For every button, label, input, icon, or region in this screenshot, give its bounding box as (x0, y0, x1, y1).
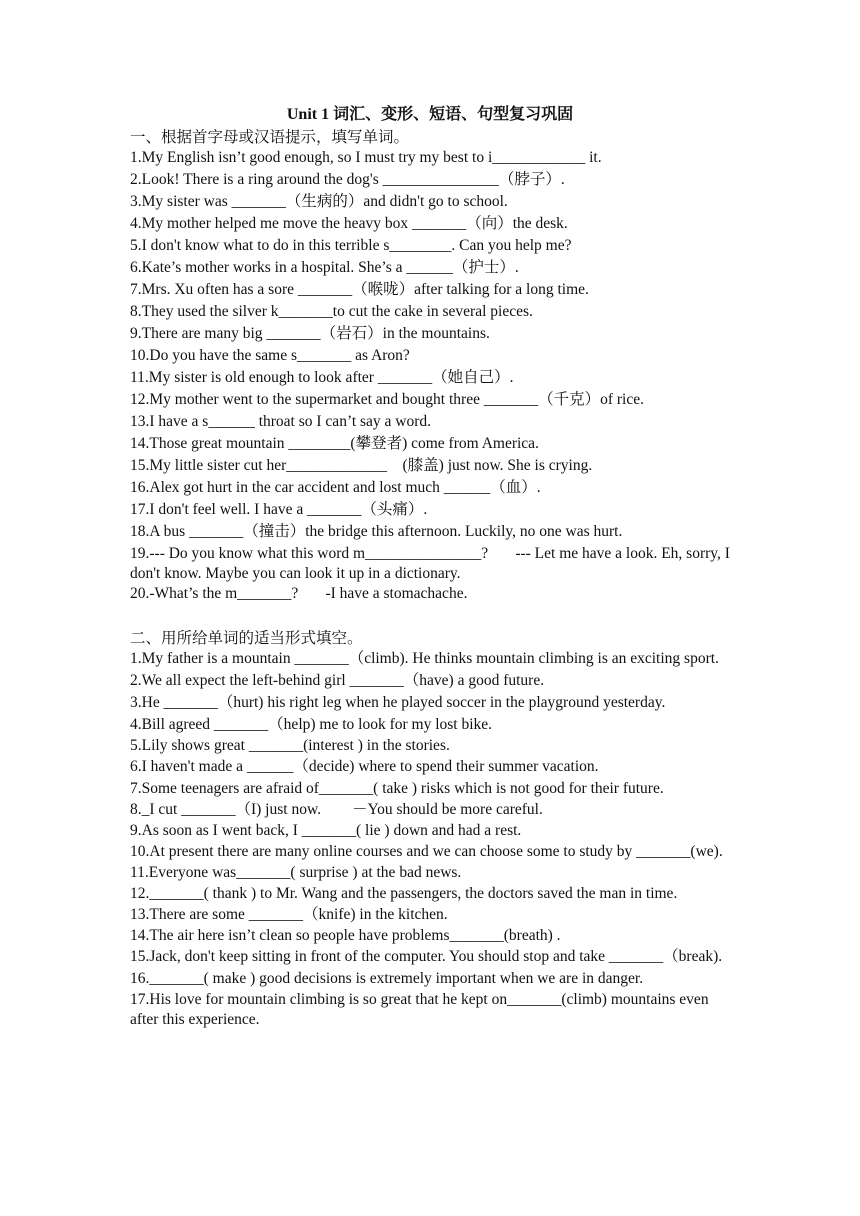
question-2-7: 7.Some teenagers are afraid of_______( take ) risks which is not good for their future. (130, 780, 664, 797)
section-1-heading: 一、根据首字母或汉语提示，填写单词。 (130, 129, 410, 146)
question-1-4: 4.My mother helped me move the heavy box _______（向）the desk. (130, 215, 568, 232)
question-1-19: 19.--- Do you know what this word m_______________? --- Let me have a look. Eh, sorry, I don't know. Maybe you can look it up in a dictionary. (130, 545, 734, 582)
question-1-7: 7.Mrs. Xu often has a sore _______（喉咙）after talking for a long time. (130, 281, 589, 298)
question-2-8: 8._I cut _______（I) just now. －You should be more careful. (130, 801, 543, 818)
question-2-10: 10.At present there are many online courses and we can choose some to study by _______(we). (130, 843, 723, 860)
section-2-heading: 二、用所给单词的适当形式填空。 (130, 630, 363, 647)
question-1-1: 1.My English isn’t good enough, so I must try my best to i____________ it. (130, 149, 602, 166)
section-spacer (130, 604, 735, 626)
question-2-4: 4.Bill agreed _______（help) me to look for my lost bike. (130, 716, 493, 733)
question-1-13: 13.I have a s______ throat so I can’t say a word. (130, 413, 432, 430)
question-2-3: 3.He _______（hurt) his right leg when he played soccer in the playground yesterday. (130, 694, 666, 711)
section-1-list (130, 148, 735, 604)
section-2-list (130, 649, 735, 1030)
page-title: Unit 1 词汇、变形、短语、句型复习巩固 (286, 106, 574, 123)
question-2-12: 12._______( thank ) to Mr. Wang and the passengers, the doctors saved the man in time. (130, 885, 678, 902)
question-2-11: 11.Everyone was_______( surprise ) at the bad news. (130, 864, 462, 881)
question-2-17: 17.His love for mountain climbing is so great that he kept on_______(climb) mountains even after this experience. (130, 991, 709, 1028)
question-1-20: 20.-What’s the m_______? -I have a stomachache. (130, 585, 468, 602)
question-2-9: 9.As soon as I went back, I _______( lie ) down and had a rest. (130, 822, 522, 839)
question-1-14: 14.Those great mountain ________(攀登者) come from America. (130, 435, 539, 452)
question-1-9: 9.There are many big _______（岩石）in the mountains. (130, 325, 490, 342)
question-2-13: 13.There are some _______（knife) in the kitchen. (130, 906, 448, 923)
question-1-12: 12.My mother went to the supermarket and bought three _______（千克）of rice. (130, 391, 644, 408)
question-2-6: 6.I haven't made a ______（decide) where to spend their summer vacation. (130, 758, 599, 775)
question-1-2: 2.Look! There is a ring around the dog's _______________（脖子）. (130, 171, 565, 188)
question-1-16: 16.Alex got hurt in the car accident and lost much ______（血）. (130, 479, 541, 496)
content (130, 127, 735, 1030)
question-1-10: 10.Do you have the same s_______ as Aron? (130, 347, 410, 364)
question-1-15: 15.My little sister cut her_____________ (膝盖) just now. She is crying. (130, 457, 593, 474)
question-2-15: 15.Jack, don't keep sitting in front of the computer. You should stop and take _______（break). (130, 948, 723, 965)
question-2-2: 2.We all expect the left-behind girl _______（have) a good future. (130, 672, 545, 689)
question-1-11: 11.My sister is old enough to look after _______（她自己）. (130, 369, 514, 386)
question-1-3: 3.My sister was _______（生病的）and didn't go to school. (130, 193, 508, 210)
question-2-5: 5.Lily shows great _______(interest ) in the stories. (130, 737, 450, 754)
question-1-18: 18.A bus _______（撞击）the bridge this afternoon. Luckily, no one was hurt. (130, 523, 623, 540)
question-2-14: 14.The air here isn’t clean so people have problems_______(breath) . (130, 927, 561, 944)
question-1-6: 6.Kate’s mother works in a hospital. She’s a ______（护士）. (130, 259, 519, 276)
question-1-5: 5.I don't know what to do in this terrible s________. Can you help me? (130, 237, 572, 254)
question-2-16: 16._______( make ) good decisions is extremely important when we are in danger. (130, 970, 644, 987)
question-2-1: 1.My father is a mountain _______（climb). He thinks mountain climbing is an exciting sport. (130, 650, 719, 667)
question-1-8: 8.They used the silver k_______to cut the cake in several pieces. (130, 303, 533, 320)
question-1-17: 17.I don't feel well. I have a _______（头痛）. (130, 501, 428, 518)
